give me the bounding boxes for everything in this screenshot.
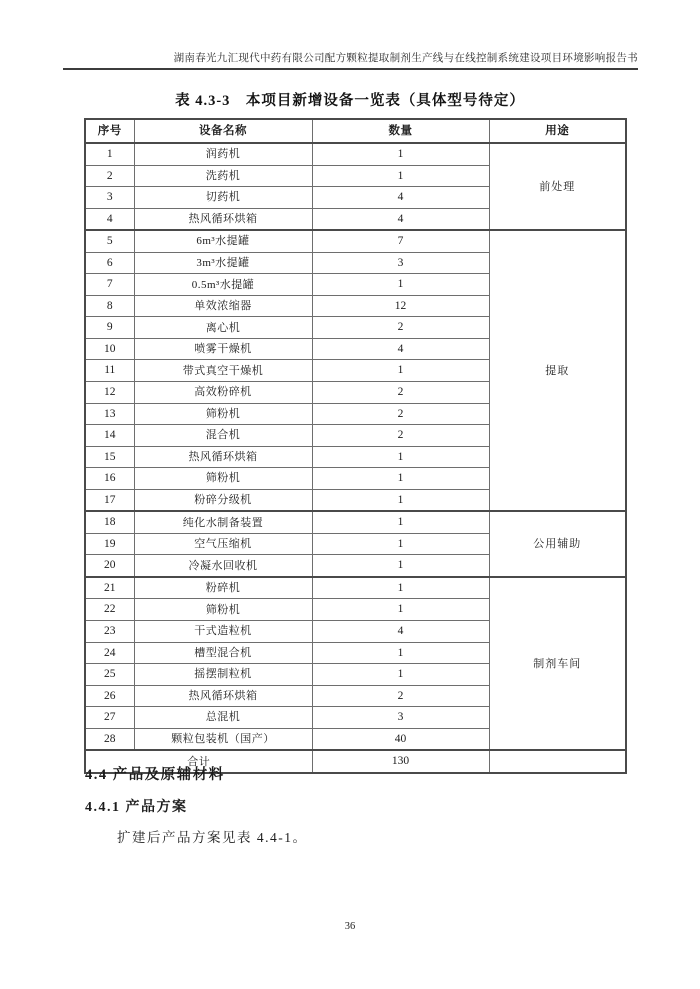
equipment-table	[84, 118, 627, 774]
cell-quantity: 4	[312, 187, 489, 209]
cell-equipment-name: 颗粒包装机（国产）	[134, 728, 312, 750]
cell-serial-number: 5	[85, 230, 134, 252]
cell-serial-number: 17	[85, 489, 134, 511]
cell-equipment-name: 空气压缩机	[134, 533, 312, 555]
cell-equipment-name: 筛粉机	[134, 403, 312, 425]
cell-total-quantity: 130	[312, 750, 489, 773]
cell-equipment-name: 切药机	[134, 187, 312, 209]
cell-equipment-name: 粉碎机	[134, 577, 312, 599]
cell-quantity: 1	[312, 577, 489, 599]
cell-quantity: 1	[312, 511, 489, 533]
cell-quantity: 1	[312, 642, 489, 664]
table-row	[85, 577, 626, 599]
cell-quantity: 4	[312, 208, 489, 230]
page-number: 36	[344, 921, 356, 932]
cell-equipment-name: 筛粉机	[134, 599, 312, 621]
cell-serial-number: 18	[85, 511, 134, 533]
cell-serial-number: 14	[85, 425, 134, 447]
cell-equipment-name: 3m³水提罐	[134, 252, 312, 274]
cell-serial-number: 28	[85, 728, 134, 750]
cell-quantity: 1	[312, 533, 489, 555]
cell-equipment-name: 6m³水提罐	[134, 230, 312, 252]
cell-serial-number: 2	[85, 165, 134, 187]
cell-use-group: 制剂车间	[489, 577, 626, 750]
cell-total-use-empty	[489, 750, 626, 773]
cell-equipment-name: 0.5m³水提罐	[134, 274, 312, 296]
cell-serial-number: 7	[85, 274, 134, 296]
cell-serial-number: 9	[85, 317, 134, 339]
cell-serial-number: 21	[85, 577, 134, 599]
cell-quantity: 2	[312, 403, 489, 425]
cell-equipment-name: 喷雾干燥机	[134, 338, 312, 360]
cell-equipment-name: 热风循环烘箱	[134, 208, 312, 230]
cell-quantity: 7	[312, 230, 489, 252]
column-header-no: 序号	[85, 119, 134, 143]
table-header-row	[85, 119, 626, 143]
cell-serial-number: 24	[85, 642, 134, 664]
cell-equipment-name: 离心机	[134, 317, 312, 339]
section-heading-4-4-1: 4.4.1 产品方案	[85, 800, 188, 815]
cell-quantity: 1	[312, 143, 489, 165]
cell-serial-number: 13	[85, 403, 134, 425]
column-header-qty: 数量	[312, 119, 489, 143]
cell-quantity: 2	[312, 382, 489, 404]
cell-serial-number: 16	[85, 468, 134, 490]
cell-equipment-name: 洗药机	[134, 165, 312, 187]
cell-equipment-name: 混合机	[134, 425, 312, 447]
cell-serial-number: 27	[85, 707, 134, 729]
cell-use-group: 前处理	[489, 143, 626, 230]
cell-equipment-name: 冷凝水回收机	[134, 555, 312, 577]
cell-serial-number: 22	[85, 599, 134, 621]
running-header: 湖南春光九汇现代中药有限公司配方颗粒提取制剂生产线与在线控制系统建设项目环境影响报告书	[63, 50, 638, 70]
cell-equipment-name: 粉碎分级机	[134, 489, 312, 511]
cell-serial-number: 23	[85, 621, 134, 643]
cell-equipment-name: 总混机	[134, 707, 312, 729]
cell-quantity: 4	[312, 621, 489, 643]
cell-serial-number: 25	[85, 664, 134, 686]
cell-quantity: 3	[312, 252, 489, 274]
cell-quantity: 40	[312, 728, 489, 750]
cell-serial-number: 15	[85, 446, 134, 468]
cell-quantity: 1	[312, 664, 489, 686]
cell-quantity: 1	[312, 489, 489, 511]
cell-equipment-name: 单效浓缩器	[134, 295, 312, 317]
cell-quantity: 2	[312, 685, 489, 707]
cell-quantity: 1	[312, 360, 489, 382]
cell-quantity: 1	[312, 165, 489, 187]
cell-quantity: 1	[312, 468, 489, 490]
cell-quantity: 1	[312, 446, 489, 468]
cell-quantity: 2	[312, 317, 489, 339]
cell-equipment-name: 摇摆制粒机	[134, 664, 312, 686]
cell-quantity: 3	[312, 707, 489, 729]
cell-quantity: 1	[312, 599, 489, 621]
column-header-name: 设备名称	[134, 119, 312, 143]
cell-use-group: 公用辅助	[489, 511, 626, 577]
cell-serial-number: 26	[85, 685, 134, 707]
cell-quantity: 12	[312, 295, 489, 317]
table-title: 表 4.3-3 本项目新增设备一览表（具体型号待定）	[175, 93, 525, 109]
cell-equipment-name: 润药机	[134, 143, 312, 165]
table-row	[85, 143, 626, 165]
cell-serial-number: 10	[85, 338, 134, 360]
cell-serial-number: 8	[85, 295, 134, 317]
cell-serial-number: 1	[85, 143, 134, 165]
cell-serial-number: 4	[85, 208, 134, 230]
cell-equipment-name: 带式真空干燥机	[134, 360, 312, 382]
cell-quantity: 2	[312, 425, 489, 447]
cell-serial-number: 20	[85, 555, 134, 577]
cell-quantity: 4	[312, 338, 489, 360]
cell-serial-number: 19	[85, 533, 134, 555]
cell-quantity: 1	[312, 274, 489, 296]
column-header-use: 用途	[489, 119, 626, 143]
table-row	[85, 511, 626, 533]
section-heading-4-4: 4.4 产品及原辅材料	[85, 767, 225, 783]
cell-quantity: 1	[312, 555, 489, 577]
cell-equipment-name: 热风循环烘箱	[134, 685, 312, 707]
cell-equipment-name: 槽型混合机	[134, 642, 312, 664]
cell-use-group: 提取	[489, 230, 626, 511]
equipment-table-body	[85, 143, 626, 773]
cell-serial-number: 11	[85, 360, 134, 382]
cell-serial-number: 3	[85, 187, 134, 209]
cell-equipment-name: 干式造粒机	[134, 621, 312, 643]
cell-serial-number: 12	[85, 382, 134, 404]
cell-serial-number: 6	[85, 252, 134, 274]
table-row	[85, 230, 626, 252]
cell-equipment-name: 筛粉机	[134, 468, 312, 490]
cell-equipment-name: 高效粉碎机	[134, 382, 312, 404]
body-paragraph: 扩建后产品方案见表 4.4-1。	[117, 830, 308, 845]
cell-equipment-name: 热风循环烘箱	[134, 446, 312, 468]
cell-equipment-name: 纯化水制备装置	[134, 511, 312, 533]
cell-total-label: 合计	[85, 750, 312, 773]
